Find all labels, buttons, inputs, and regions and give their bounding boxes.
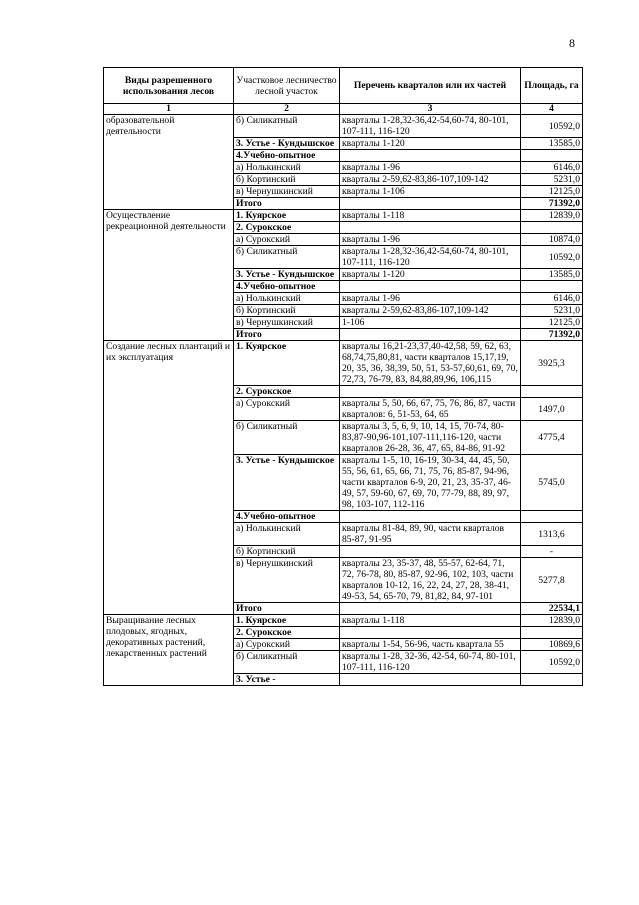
- area-cell: 5231,0: [521, 305, 583, 317]
- forestry-cell: 3. Устье - Кундышское: [234, 138, 340, 150]
- forestry-cell: а) Сурокский: [234, 639, 340, 651]
- quarters-cell: кварталы 1-28, 32-36, 42-54, 60-74, 80-101, 107-111, 116-120: [340, 651, 521, 674]
- forestry-cell: 3. Устье -: [234, 674, 340, 686]
- forestry-cell: 4.Учебно-опытное: [234, 281, 340, 293]
- forestry-cell: а) Сурокский: [234, 398, 340, 421]
- quarters-cell: кварталы 3, 5, 6, 9, 10, 14, 15, 70-74, 80-83,87-90,96-101,107-111,116-120, части кварталов 26-28, 36, 47, 65, 84-86, 91-92: [340, 421, 521, 455]
- area-cell: [521, 386, 583, 398]
- forest-use-table: [103, 67, 583, 686]
- forestry-cell: б) Силикатный: [234, 246, 340, 269]
- quarters-cell: кварталы 1-28,32-36,42-54,60-74, 80-101, 107-111, 116-120: [340, 246, 521, 269]
- forestry-cell: б) Силикатный: [234, 115, 340, 138]
- quarters-cell: [340, 674, 521, 686]
- quarters-cell: кварталы 1-118: [340, 615, 521, 627]
- forestry-cell: а) Сурокский: [234, 234, 340, 246]
- forestry-cell: в) Чернушкинский: [234, 186, 340, 198]
- table-row: [104, 115, 583, 138]
- quarters-cell: кварталы 1-106: [340, 186, 521, 198]
- forestry-cell: 2. Сурокское: [234, 386, 340, 398]
- quarters-cell: кварталы 1-96: [340, 293, 521, 305]
- total-label: Итого: [234, 603, 340, 615]
- area-cell: 6146,0: [521, 162, 583, 174]
- quarters-cell: [340, 546, 521, 558]
- area-cell: 12839,0: [521, 210, 583, 222]
- quarters-cell: [340, 150, 521, 162]
- forestry-cell: 2. Сурокское: [234, 627, 340, 639]
- forestry-cell: 3. Устье - Кундышское: [234, 455, 340, 511]
- area-cell: [521, 674, 583, 686]
- forestry-cell: 4.Учебно-опытное: [234, 150, 340, 162]
- area-cell: 13585,0: [521, 138, 583, 150]
- area-cell: 12125,0: [521, 317, 583, 329]
- area-cell: 10592,0: [521, 115, 583, 138]
- area-cell: [521, 222, 583, 234]
- use-type-cell: Создание лесных плантаций и их эксплуатация: [104, 341, 234, 615]
- area-cell: [521, 281, 583, 293]
- area-cell: 12125,0: [521, 186, 583, 198]
- area-cell: 1497,0: [521, 398, 583, 421]
- page-number: 8: [569, 36, 575, 50]
- forestry-cell: 1. Куярское: [234, 615, 340, 627]
- forestry-cell: 1. Куярское: [234, 210, 340, 222]
- column-header-area: Площадь, га: [521, 68, 583, 104]
- forestry-cell: б) Кортинский: [234, 305, 340, 317]
- quarters-cell: [340, 198, 521, 210]
- quarters-cell: кварталы 81-84, 89, 90, части кварталов 85-87, 91-95: [340, 523, 521, 546]
- area-cell: 5277,8: [521, 558, 583, 603]
- area-cell: [521, 511, 583, 523]
- quarters-cell: кварталы 1-5, 10, 16-19, 30-34, 44, 45, 50, 55, 56, 61, 65, 66, 71, 75, 76, 85-87, 94-96, части кварталов 6-9, 20, 21, 23, 35-37, 46-49, 57, 59-60, 67, 69, 70, 77-79, 88, 89, 97, 98, 103-107, 112-116: [340, 455, 521, 511]
- quarters-cell: [340, 627, 521, 639]
- area-cell: 10869,6: [521, 639, 583, 651]
- quarters-cell: кварталы 23, 35-37, 48, 55-57, 62-64, 71, 72, 76-78, 80, 85-87, 92-96, 102, 103, части кварталов 10-12, 16, 22, 24, 27, 28, 38-41, 49-53, 54, 65-70, 79, 81,82, 84, 97-101: [340, 558, 521, 603]
- column-header-forestry: Участковое лесничество лесной участок: [234, 68, 340, 104]
- quarters-cell: кварталы 2-59,62-83,86-107,109-142: [340, 305, 521, 317]
- quarters-cell: [340, 329, 521, 341]
- quarters-cell: кварталы 1-120: [340, 269, 521, 281]
- forestry-cell: б) Кортинский: [234, 174, 340, 186]
- forestry-cell: 4.Учебно-опытное: [234, 511, 340, 523]
- forestry-cell: в) Чернушкинский: [234, 317, 340, 329]
- forestry-cell: 2. Сурокское: [234, 222, 340, 234]
- forestry-cell: 3. Устье - Кундышское: [234, 269, 340, 281]
- total-label: Итого: [234, 329, 340, 341]
- column-header-quarters: Перечень кварталов или их частей: [340, 68, 521, 104]
- quarters-cell: [340, 281, 521, 293]
- total-area: 71392,0: [521, 329, 583, 341]
- use-type-cell: Выращивание лесных плодовых, ягодных, декоративных растений, лекарственных растений: [104, 615, 234, 686]
- quarters-cell: 1-106: [340, 317, 521, 329]
- area-cell: 10874,0: [521, 234, 583, 246]
- quarters-cell: кварталы 5, 50, 66, 67, 75, 76, 86, 87, части кварталов: 6, 51-53, 64, 65: [340, 398, 521, 421]
- column-header-use-type: Виды разрешенного использования лесов: [104, 68, 234, 104]
- total-area: 71392,0: [521, 198, 583, 210]
- column-number: 1: [104, 104, 234, 115]
- forestry-cell: а) Нолькинский: [234, 523, 340, 546]
- quarters-cell: кварталы 2-59,62-83,86-107,109-142: [340, 174, 521, 186]
- quarters-cell: кварталы 1-118: [340, 210, 521, 222]
- area-cell: -: [521, 546, 583, 558]
- quarters-cell: кварталы 1-96: [340, 234, 521, 246]
- area-cell: 1313,6: [521, 523, 583, 546]
- quarters-cell: [340, 386, 521, 398]
- use-type-cell: образовательной деятельности: [104, 115, 234, 210]
- table-row: [104, 341, 583, 386]
- area-cell: 5745,0: [521, 455, 583, 511]
- area-cell: 10592,0: [521, 651, 583, 674]
- forestry-cell: 1. Куярское: [234, 341, 340, 386]
- table-row: [104, 210, 583, 222]
- quarters-cell: [340, 603, 521, 615]
- quarters-cell: кварталы 16,21-23,37,40-42,58, 59, 62, 63, 68,74,75,80,81, части кварталов 15,17,19, 20, 35, 36, 38,39, 50, 51, 53-57,60,61, 69, 70, 72,73, 76-79, 83, 84,88,89,96, 106,115: [340, 341, 521, 386]
- forestry-cell: б) Силикатный: [234, 421, 340, 455]
- table-row: [104, 615, 583, 627]
- area-cell: [521, 627, 583, 639]
- quarters-cell: кварталы 1-96: [340, 162, 521, 174]
- forestry-cell: в) Чернушкинский: [234, 558, 340, 603]
- column-number: 4: [521, 104, 583, 115]
- column-number-row: [104, 104, 583, 115]
- area-cell: 13585,0: [521, 269, 583, 281]
- total-label: Итого: [234, 198, 340, 210]
- total-area: 22534,1: [521, 603, 583, 615]
- area-cell: 12839,0: [521, 615, 583, 627]
- area-cell: 5231,0: [521, 174, 583, 186]
- quarters-cell: [340, 511, 521, 523]
- forestry-cell: а) Нолькинский: [234, 162, 340, 174]
- quarters-cell: кварталы 1-120: [340, 138, 521, 150]
- table-header-row: [104, 68, 583, 104]
- area-cell: [521, 150, 583, 162]
- forestry-cell: б) Силикатный: [234, 651, 340, 674]
- quarters-cell: кварталы 1-54, 56-96, часть квартала 55: [340, 639, 521, 651]
- column-number: 3: [340, 104, 521, 115]
- area-cell: 10592,0: [521, 246, 583, 269]
- area-cell: 3925,3: [521, 341, 583, 386]
- forestry-cell: б) Кортинский: [234, 546, 340, 558]
- forestry-cell: а) Нолькинский: [234, 293, 340, 305]
- area-cell: 4775,4: [521, 421, 583, 455]
- column-number: 2: [234, 104, 340, 115]
- use-type-cell: Осуществление рекреационной деятельности: [104, 210, 234, 341]
- quarters-cell: кварталы 1-28,32-36,42-54,60-74, 80-101, 107-111, 116-120: [340, 115, 521, 138]
- quarters-cell: [340, 222, 521, 234]
- area-cell: 6146,0: [521, 293, 583, 305]
